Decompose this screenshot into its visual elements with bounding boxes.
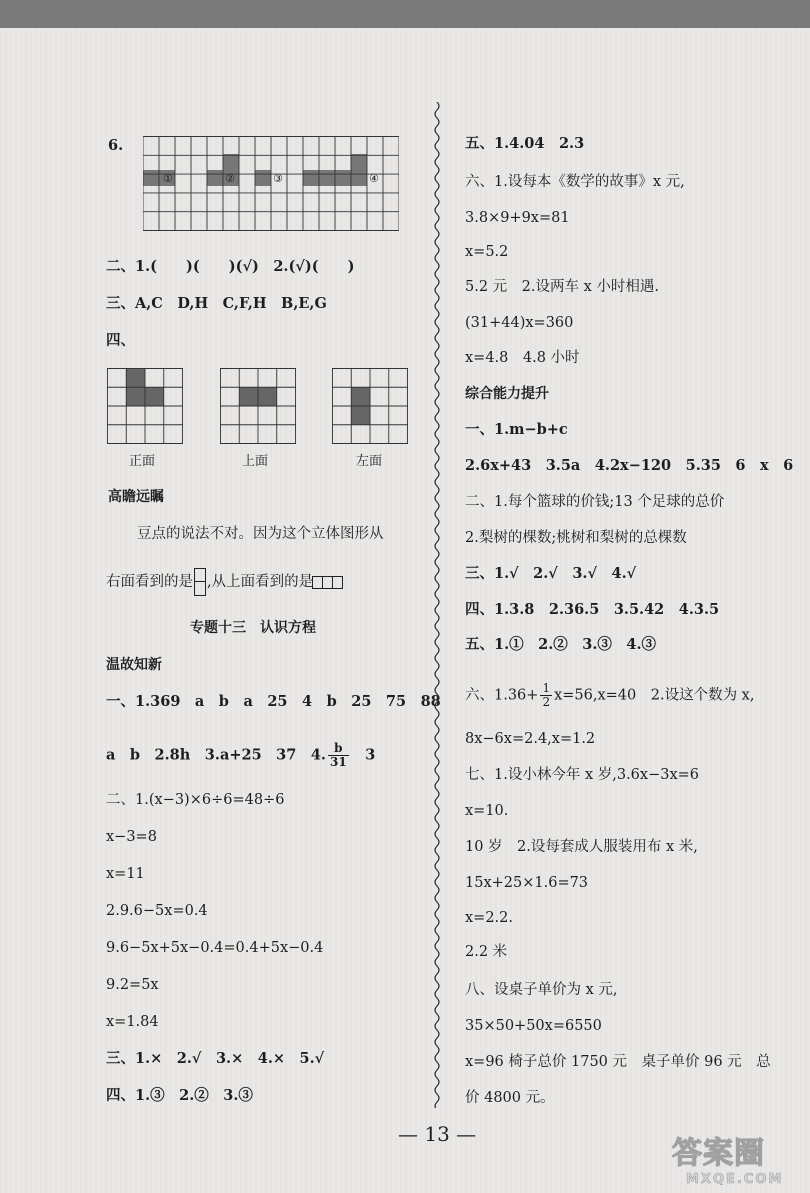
answer-san: 三、A,C D,H C,F,H B,E,G bbox=[106, 295, 327, 312]
view-label-front: 正面 bbox=[129, 454, 156, 469]
r-line-19: x=10. bbox=[465, 803, 509, 819]
r-line-15: 五、1.① 2.② 3.③ 4.③ bbox=[465, 636, 657, 653]
r-line-12: 2.梨树的棵数;桃树和梨树的总棵数 bbox=[465, 530, 687, 546]
r-line-6: (31+44)x=360 bbox=[465, 315, 574, 331]
r-line-16: 六、1.36+ $\frac{1}{2}$ x=56,x=40 2.设这个数为 x, bbox=[465, 681, 755, 709]
grid-label-2: ② bbox=[225, 172, 235, 185]
wengu-er-2: x−3=8 bbox=[106, 829, 157, 845]
wengu-yi-line2: a b 2.8h 3.a+25 37 4. $\frac{b}{31}$ 3 bbox=[106, 741, 376, 769]
r-line-10: 2.6x+43 3.5a 4.2x−120 5.35 6 x 6 bbox=[465, 457, 794, 474]
page-number: — 13 — bbox=[398, 1122, 477, 1146]
view-left bbox=[332, 368, 408, 444]
r-line-24: 八、设桌子单价为 x 元, bbox=[465, 982, 618, 998]
grid-label-3: ③ bbox=[273, 172, 283, 185]
page bbox=[0, 28, 810, 1193]
r-line-27: 价 4800 元。 bbox=[465, 1090, 555, 1106]
r-line-25: 35×50+50x=6550 bbox=[465, 1018, 602, 1034]
wengu-er-6: 9.2=5x bbox=[106, 977, 159, 993]
view-front bbox=[107, 368, 183, 444]
wengu-er-3: x=11 bbox=[106, 866, 145, 882]
view-top bbox=[220, 368, 296, 444]
answer-si: 四、 bbox=[106, 332, 135, 349]
r-line-21: 15x+25×1.6=73 bbox=[465, 875, 589, 891]
r-line-2: 六、1.设每本《数学的故事》x 元, bbox=[465, 174, 685, 190]
wengu-er-1: 二、1.(x−3)×6÷6=48÷6 bbox=[106, 792, 285, 808]
watermark bbox=[672, 1128, 802, 1188]
wengu-san: 三、1.× 2.√ 3.× 4.× 5.√ bbox=[106, 1050, 325, 1067]
fraction-b-over-31: $\frac{b}{31}$ bbox=[329, 741, 347, 769]
r-line-11: 二、1.每个篮球的价钱;13 个足球的总价 bbox=[465, 494, 725, 510]
r-line-23: 2.2 米 bbox=[465, 944, 508, 960]
section-zonghe: 综合能力提升 bbox=[465, 386, 549, 402]
r-line-14: 四、1.3.8 2.36.5 3.5.42 4.3.5 bbox=[465, 601, 720, 618]
watermark-logo-text: 答案圈 bbox=[672, 1136, 765, 1171]
gaozhan-line2: 右面看到的是 ,从上面看到的是 bbox=[106, 568, 343, 596]
view-label-left: 左面 bbox=[356, 454, 383, 469]
watermark-url: MXQE.COM bbox=[686, 1172, 784, 1187]
wengu-er-4: 2.9.6−5x=0.4 bbox=[106, 903, 208, 919]
wengu-er-5: 9.6−5x+5x−0.4=0.4+5x−0.4 bbox=[106, 940, 324, 956]
r-line-13: 三、1.√ 2.√ 3.√ 4.√ bbox=[465, 565, 637, 582]
wengu-si: 四、1.③ 2.② 3.③ bbox=[106, 1087, 253, 1104]
grid-figure bbox=[143, 136, 399, 231]
r-line-17: 8x−6x=2.4,x=1.2 bbox=[465, 731, 596, 747]
fraction-1-over-2: $\frac{1}{2}$ bbox=[542, 681, 551, 709]
r-line-1: 五、1.4.04 2.3 bbox=[465, 135, 585, 152]
r-line-4: x=5.2 bbox=[465, 244, 509, 260]
column-divider bbox=[432, 102, 442, 1108]
section-gaozhan: 高瞻远瞩 bbox=[108, 489, 164, 505]
top-view-shape bbox=[313, 574, 343, 590]
r-line-20: 10 岁 2.设每套成人服装用布 x 米, bbox=[465, 839, 698, 855]
r-line-9: 一、1.m−b+c bbox=[465, 421, 568, 438]
wengu-er-7: x=1.84 bbox=[106, 1014, 159, 1030]
wengu-yi-line1: 一、1.369 a b a 25 4 b 25 75 88 bbox=[106, 693, 441, 710]
grid-label-1: ① bbox=[163, 172, 173, 185]
section-wengu: 温故知新 bbox=[106, 657, 162, 673]
r-line-22: x=2.2. bbox=[465, 910, 513, 926]
r-line-26: x=96 椅子总价 1750 元 桌子单价 96 元 总 bbox=[465, 1054, 771, 1070]
grid-label-4: ④ bbox=[369, 172, 379, 185]
r-line-3: 3.8×9+9x=81 bbox=[465, 210, 570, 226]
r-line-18: 七、1.设小林今年 x 岁,3.6x−3x=6 bbox=[465, 767, 700, 783]
r-line-7: x=4.8 4.8 小时 bbox=[465, 350, 580, 366]
side-view-shape bbox=[194, 568, 206, 596]
q6-number: 6. bbox=[108, 137, 124, 154]
gaozhan-line1: 豆点的说法不对。因为这个立体图形从 bbox=[137, 526, 384, 542]
answer-er: 二、1.( )( )(√) 2.(√)( ) bbox=[106, 258, 355, 275]
view-label-top: 上面 bbox=[242, 454, 269, 469]
topic-title: 专题十三 认识方程 bbox=[190, 620, 316, 636]
r-line-5: 5.2 元 2.设两车 x 小时相遇. bbox=[465, 279, 660, 295]
